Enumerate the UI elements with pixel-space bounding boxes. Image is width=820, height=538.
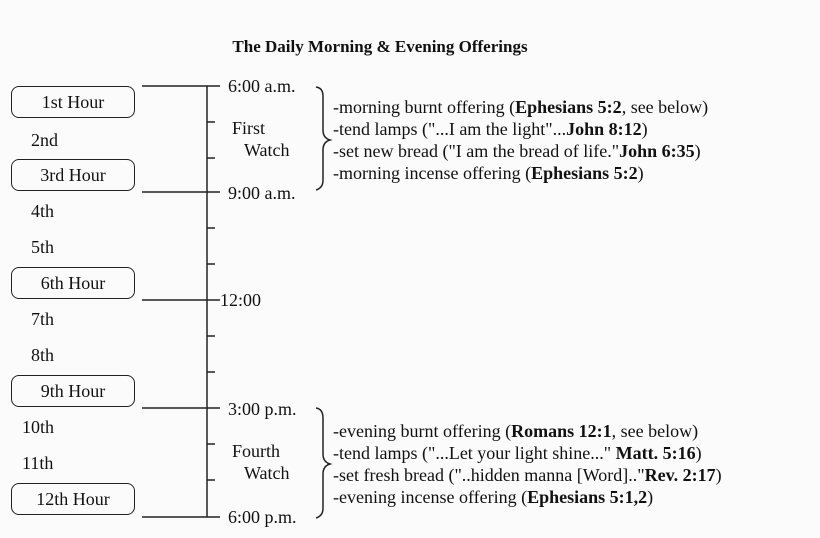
diagram-title: The Daily Morning & Evening Offerings: [232, 37, 528, 56]
time-6pm: 6:00 p.m.: [228, 507, 297, 527]
first-watch-line1: First: [232, 118, 266, 138]
time-12: 12:00: [220, 290, 262, 310]
item-text: ): [641, 119, 648, 139]
item-text: ): [694, 141, 701, 161]
brace-fourth-watch: [316, 408, 330, 518]
scripture-ref: John 8:12: [566, 119, 642, 139]
brace-first-watch: [316, 87, 330, 190]
scripture-ref: Ephesians 5:2: [515, 97, 622, 117]
hour-label-10: 10th: [22, 417, 55, 437]
first-watch-label: [226, 117, 316, 161]
scripture-ref: John 6:35: [619, 141, 695, 161]
first-watch-line2: Watch: [244, 140, 290, 160]
item-text: ): [695, 443, 702, 463]
item-text: -evening burnt offering (: [333, 421, 512, 441]
morning-item-4: [333, 162, 644, 184]
item-text: -tend lamps ("...Let your light shine...": [333, 443, 616, 463]
hour-label-8: 8th: [31, 345, 55, 365]
item-text: , see below): [611, 421, 699, 441]
scripture-ref: Romans 12:1: [511, 421, 612, 441]
item-text: ): [637, 163, 644, 183]
time-6am: 6:00 a.m.: [228, 76, 296, 96]
hour-label-7: 7th: [31, 309, 55, 329]
item-text: , see below): [621, 97, 709, 117]
evening-item-1: [333, 420, 698, 442]
item-text: ): [647, 487, 654, 507]
item-text: -evening incense offering (: [333, 487, 528, 507]
hour-box-9: 9th Hour: [11, 375, 135, 407]
item-text: -morning burnt offering (: [333, 97, 516, 117]
hour-label-2: 2nd: [31, 130, 58, 150]
scripture-ref: Matt. 5:16: [615, 443, 696, 463]
fourth-watch-line2: Watch: [244, 463, 290, 483]
hour-box-12: 12th Hour: [11, 483, 135, 515]
item-text: -set new bread ("I am the bread of life.": [333, 141, 620, 161]
hour-box-3: 3rd Hour: [11, 159, 135, 191]
hour-box-1: 1st Hour: [11, 86, 135, 118]
item-text: -morning incense offering (: [333, 163, 532, 183]
time-9am: 9:00 a.m.: [228, 183, 296, 203]
item-text: -set fresh bread ("..hidden manna [Word]..": [333, 465, 645, 485]
hour-box-6: 6th Hour: [11, 267, 135, 299]
fourth-watch-line1: Fourth: [232, 441, 281, 461]
hour-label-11: 11th: [22, 453, 54, 473]
evening-item-4: [333, 486, 653, 508]
scripture-ref: Rev. 2:17: [644, 465, 716, 485]
scripture-ref: Ephesians 5:2: [531, 163, 638, 183]
evening-item-2: [333, 442, 702, 464]
morning-item-1: [333, 96, 708, 118]
fourth-watch-label: [226, 440, 316, 484]
scripture-ref: Ephesians 5:1,2: [527, 487, 648, 507]
time-3pm: 3:00 p.m.: [228, 399, 297, 419]
evening-item-3: [333, 464, 722, 486]
item-text: ): [715, 465, 722, 485]
item-text: -tend lamps ("...I am the light"...: [333, 119, 567, 139]
morning-item-3: [333, 140, 701, 162]
hour-label-4: 4th: [31, 201, 55, 221]
hour-label-5: 5th: [31, 237, 55, 257]
morning-item-2: [333, 118, 648, 140]
